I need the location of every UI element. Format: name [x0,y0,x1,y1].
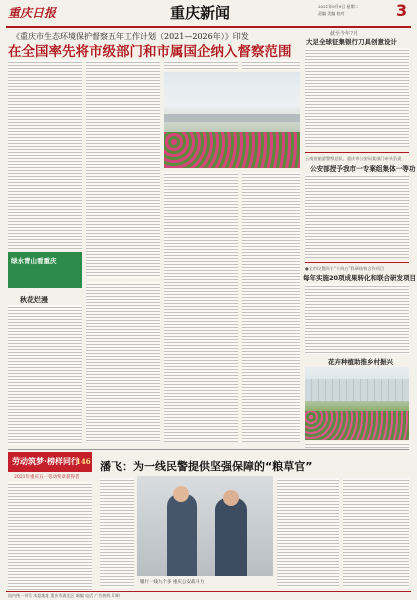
flower-bed [164,132,300,168]
right-top-body-text [305,48,409,148]
lead-body-text [8,60,82,250]
feature-body-text [343,478,409,588]
feature-subhead: 履行一线九个多 重庆公安战斗力 [140,580,205,585]
editor-credits: 责编 美编 校对 [318,11,345,16]
section-title: 重庆新闻 [170,4,231,22]
scenery-box-label: 绿水青山看重庆 [11,257,57,265]
police-body-text [305,174,409,258]
lead-body-text [86,282,160,442]
bridge-flower-photo [164,72,300,168]
lead-body-text [164,60,238,70]
police-officers-photo [137,476,273,576]
issue-date: 2021年9月9日 星期二 [318,4,359,9]
lead-body-text [242,172,300,442]
lead-body-text [86,60,160,278]
labor-banner [8,452,92,472]
greenhouse-shape [305,379,409,401]
photo-caption-text [305,442,409,448]
masthead-rule [6,26,411,28]
footer-info: 国内统一刊号 本报地址 重庆市渝北区 邮编 电话 广告热线 印刷 [8,593,120,598]
police-headline: 公安部授予我市一专案组集体一等功 [310,165,416,173]
research-body-text [305,284,409,354]
bottom-section-divider [8,449,409,450]
section-divider [305,152,409,153]
bridge-shape [164,114,300,122]
masthead [0,0,417,28]
research-kicker: ●全市设置四个“十四五”科研结构合作项目 [305,266,385,271]
labor-subtitle: 2021年重庆五一劳动奖章获得者 [14,475,80,480]
lead-headline: 在全国率先将市级部门和市属国企纳入督察范围 [8,44,292,60]
feature-body-text [277,478,339,588]
section-divider [305,262,409,263]
newspaper-logo: 重庆日报 [8,6,57,20]
officer-face [173,486,189,502]
research-headline: 每年实施20项成果转化和联合研发项目 [303,274,417,282]
feature-body-text [100,478,134,588]
police-kicker: 云南省旅游警察总队、重庆市公安局某部门牵头负责 [305,156,402,161]
officer-figure [167,494,197,576]
lead-body-text [164,172,238,442]
flower-rows [305,411,409,440]
footer-rule [6,591,411,592]
right-top-kicker: 截至今年7月 [330,31,359,37]
labor-banner-number: 146 [76,457,91,466]
scenery-body-text [8,305,82,445]
flower-worker-photo [305,367,409,440]
page-number: 3 [396,1,408,20]
green-scenery-box [8,252,82,288]
right-top-headline: 大足全球征集银行刀具创意设计 [306,38,397,46]
labor-body-text [8,482,92,592]
lead-kicker: 《重庆市生态环境保护督察五年工作计划（2021—2026年）》印发 [12,32,249,41]
lead-body-text [242,60,300,70]
scenery-subtitle: 秋花烂漫 [20,296,48,304]
officer-face [223,490,239,506]
photo-caption-headline: 花卉种植助推乡村振兴 [328,358,393,366]
labor-banner-title: 劳动筑梦·榜样同行 [12,457,80,466]
officer-figure [215,498,247,576]
feature-headline: 潘飞：为一线民警提供坚强保障的“粮草官” [100,460,313,473]
